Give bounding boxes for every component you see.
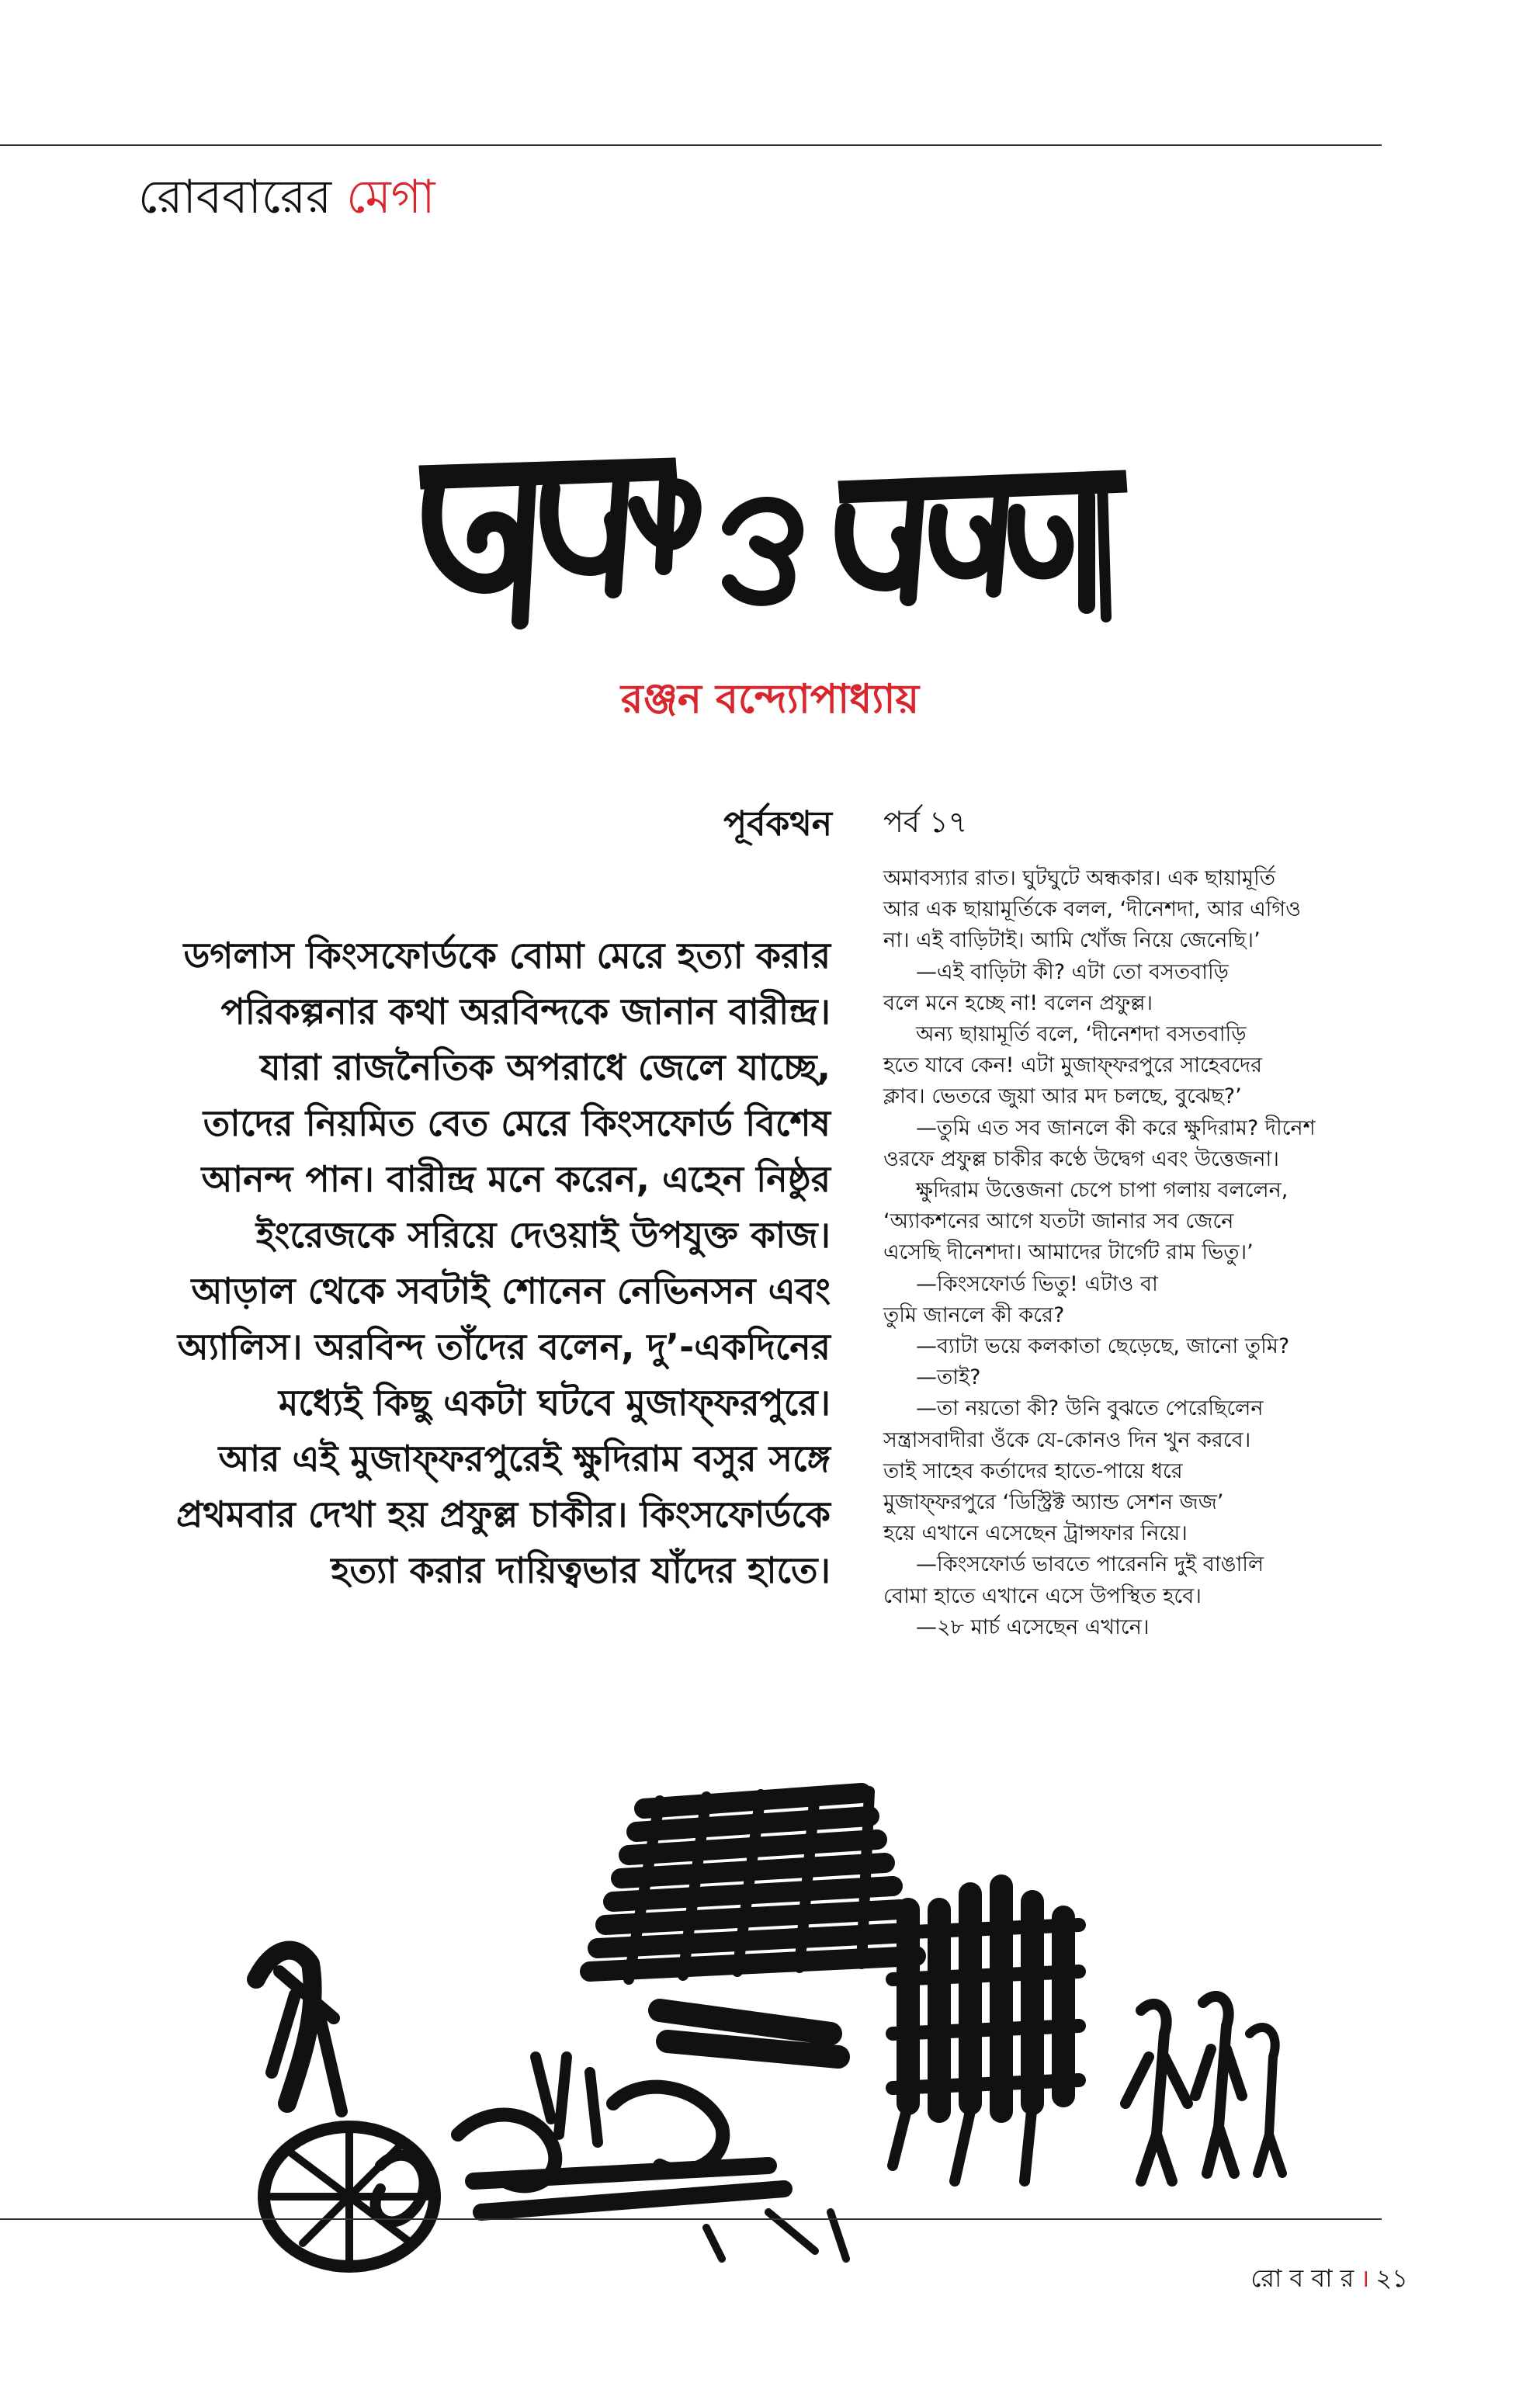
story-line: তুমি জানলে কী করে? (883, 1302, 1065, 1327)
intro-line: প্রথমবার দেখা হয় প্রফুল্ল চাকীর। কিংসফোর্ডকে (175, 1493, 831, 1535)
story-line: হতে যাবে কেন! এটা মুজাফ্‌ফরপুরে সাহেবদের (883, 1053, 1263, 1078)
section-header-accent: মেগা (346, 170, 435, 224)
story-line: ক্ষুদিরাম উত্তেজনা চেপে চাপা গলায় বললেন, (916, 1178, 1289, 1203)
story-line: আর এক ছায়ামূর্তিকে বলল, ‘দীনেশদা, আর এগিও (883, 897, 1301, 922)
story-line: —তুমি এত সব জানলে কী করে ক্ষুদিরাম? দীনেশ (916, 1115, 1316, 1140)
intro-line: পরিকল্পনার কথা অরবিন্দকে জানান বারীন্দ্র। (220, 990, 831, 1032)
story-line: এসেছি দীনেশদা। আমাদের টার্গেট রাম ভিতু।’ (883, 1240, 1254, 1265)
story-line: —২৮ মার্চ এসেছেন এখানে। (916, 1614, 1150, 1639)
ink-sketch-illustration (225, 1777, 1296, 2274)
pre-heading: পূর্বকথন (723, 804, 832, 844)
page-footer (1250, 2259, 1408, 2301)
top-rule (0, 144, 1382, 146)
intro-line: আর এই মুজাফ্‌ফরপুরেই ক্ষুদিরাম বসুর সঙ্গে (218, 1438, 831, 1479)
section-header-prefix: রোববারের (138, 170, 332, 224)
intro-line: আড়াল থেকে সবটাই শোনেন নেভিনসন এবং (191, 1270, 831, 1312)
intro-line: অ্যালিস। অরবিন্দ তাঁদের বলেন, দু’-একদিনের (177, 1326, 831, 1368)
section-header (138, 161, 435, 239)
story-line: ওরফে প্রফুল্ল চাকীর কণ্ঠে উদ্বেগ এবং উত্তেজনা। (883, 1146, 1279, 1171)
intro-line: ইংরেজকে সরিয়ে দেওয়াই উপযুক্ত কাজ। (255, 1214, 831, 1256)
story-line: —কিংসফোর্ড ভাবতে পারেননি দুই বাঙালি (916, 1552, 1264, 1577)
intro-line: ডগলাস কিংসফোর্ডকে বোমা মেরে হত্যা করার (183, 935, 831, 976)
story-line: হয়ে এখানে এসেছেন ট্রান্সফার নিয়ে। (883, 1521, 1188, 1546)
story-line: —তাই? (916, 1365, 981, 1390)
story-line: ‘অ্যাকশনের আগে যতটা জানার সব জেনে (883, 1209, 1234, 1234)
story-line: অমাবস্যার রাত। ঘুটঘুটে অন্ধকার। এক ছায়ামূর্তি (883, 866, 1276, 890)
episode-label: পর্ব ১৭ (883, 805, 968, 839)
story-column (883, 863, 1396, 1643)
story-line: তাই সাহেব কর্তাদের হাতে-পায়ে ধরে (883, 1458, 1183, 1483)
bottom-rule (0, 2218, 1382, 2220)
story-line: ক্লাব। ভেতরে জুয়া আর মদ চলছে, বুঝেছ?’ (883, 1084, 1242, 1109)
story-line: মুজাফ্‌ফরপুরে ‘ডিস্ট্রিক্ট অ্যান্ড সেশন জজ’ (883, 1490, 1224, 1515)
story-line: বলে মনে হচ্ছে না! বলেন প্রফুল্ল। (883, 990, 1153, 1015)
story-line: —ব্যাটা ভয়ে কলকাতা ছেড়েছে, জানো তুমি? (916, 1334, 1290, 1359)
title-logo (404, 435, 1149, 636)
author-name: রঞ্জন বন্দ্যোপাধ্যায় (620, 676, 920, 723)
intro-line: আনন্দ পান। বারীন্দ্র মনে করেন, এহেন নিষ্ঠুর (201, 1158, 831, 1200)
story-line: অন্য ছায়ামূর্তি বলে, ‘দীনেশদা বসতবাড়ি (916, 1022, 1247, 1047)
intro-line: হত্যা করার দায়িত্বভার যাঁদের হাতে। (331, 1549, 831, 1591)
story-line: বোমা হাতে এখানে এসে উপস্থিত হবে। (883, 1583, 1202, 1608)
story-line: না। এই বাড়িটাই। আমি খোঁজ নিয়ে জেনেছি।’ (883, 928, 1261, 953)
intro-line: মধ্যেই কিছু একটা ঘটবে মুজাফ্‌ফরপুরে। (278, 1382, 831, 1424)
story-line: সন্ত্রাসবাদীরা ওঁকে যে-কোনও দিন খুন করবে। (883, 1427, 1251, 1452)
footer-publication: রো ব বা র (1250, 2263, 1354, 2293)
intro-line: যারা রাজনৈতিক অপরাধে জেলে যাচ্ছে, (260, 1046, 831, 1088)
page-number: ২১ (1375, 2263, 1408, 2293)
story-line: —কিংসফোর্ড ভিতু! এটাও বা (916, 1271, 1158, 1296)
footer-separator: । (1360, 2263, 1370, 2293)
intro-summary (116, 928, 831, 1598)
intro-line: তাদের নিয়মিত বেত মেরে কিংসফোর্ড বিশেষ (203, 1102, 831, 1144)
story-line: —তা নয়তো কী? উনি বুঝতে পেরেছিলেন (916, 1396, 1264, 1421)
story-line: —এই বাড়িটা কী? এটা তো বসতবাড়ি (916, 959, 1229, 984)
